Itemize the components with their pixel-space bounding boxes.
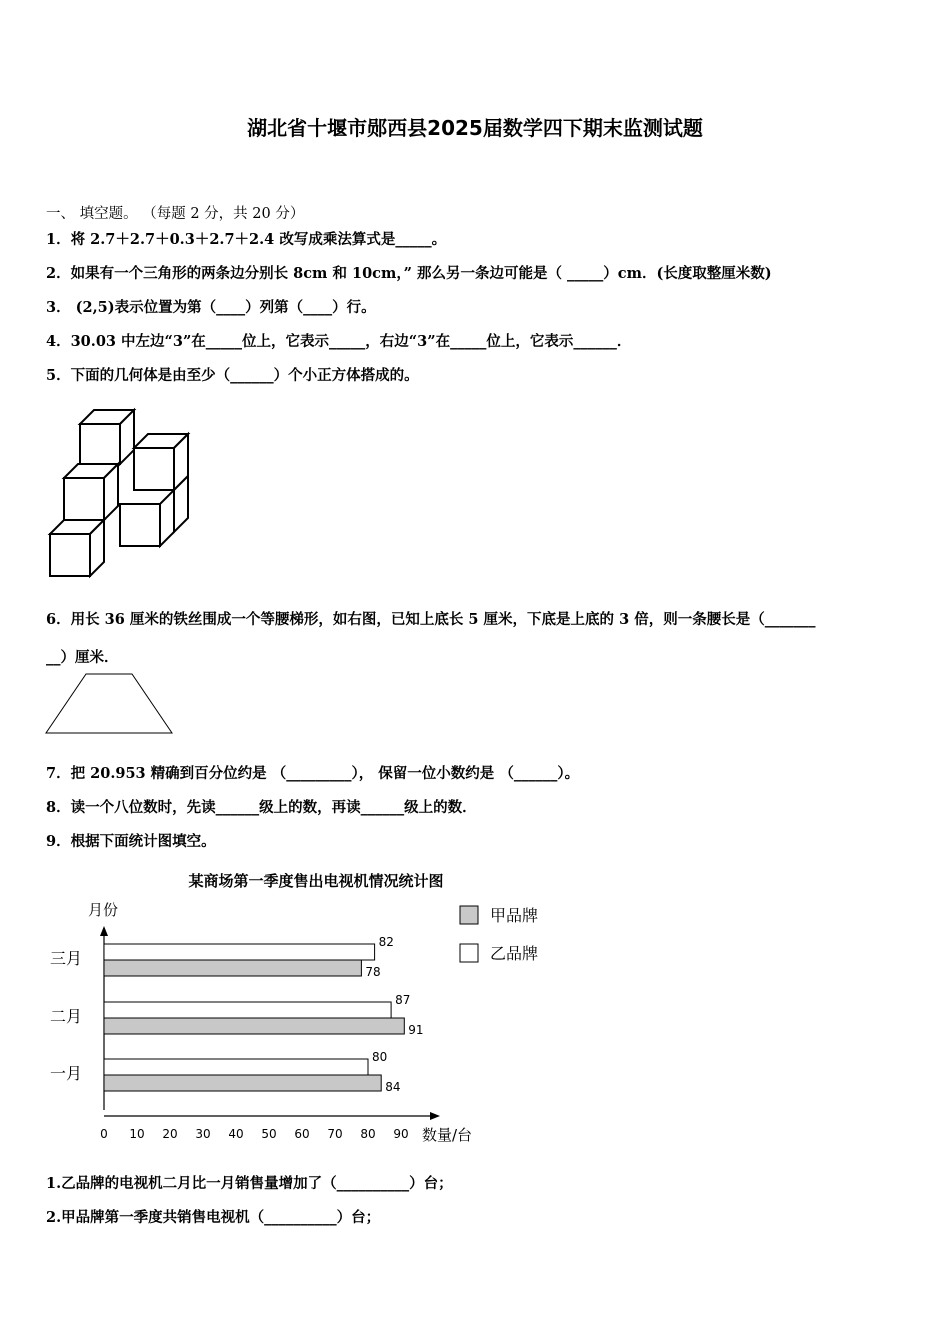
bar-yi <box>104 1002 391 1018</box>
bar-jia <box>104 960 361 976</box>
question-2: 2．如果有一个三角形的两条边分别长 8cm 和 10cm，” 那么另一条边可能是（ _____）cm．(长度取整厘米数) <box>46 265 772 282</box>
legend-swatch <box>460 944 478 962</box>
question-6-continued: __）厘米． <box>46 649 119 666</box>
category-label: 三月 <box>50 949 83 968</box>
y-axis-arrow <box>100 926 108 936</box>
sub-question-1: 1.乙品牌的电视机二月比一月销售量增加了（__________）台； <box>46 1175 453 1192</box>
data-label: 91 <box>408 1023 424 1037</box>
x-tick-label: 70 <box>327 1127 343 1141</box>
x-tick-label: 50 <box>261 1127 277 1141</box>
x-axis-label: 数量/台 <box>422 1126 473 1144</box>
tv-sales-bar-chart <box>0 862 560 1152</box>
x-tick-label: 10 <box>129 1127 145 1141</box>
legend-label: 甲品牌 <box>490 906 539 925</box>
question-1: 1．将 2.7＋2.7＋0.3＋2.7＋2.4 改写成乘法算式是_____。 <box>46 231 447 248</box>
x-tick-label: 80 <box>360 1127 376 1141</box>
data-label: 80 <box>372 1050 388 1064</box>
trapezoid-figure <box>44 672 174 736</box>
chart-title: 某商场第一季度售出电视机情况统计图 <box>188 872 444 890</box>
x-tick-label: 20 <box>162 1127 178 1141</box>
bar-jia <box>104 1075 381 1091</box>
x-tick-label: 60 <box>294 1127 310 1141</box>
data-label: 78 <box>365 965 381 979</box>
data-label: 84 <box>385 1080 401 1094</box>
sub-question-2: 2.甲品牌第一季度共销售电视机（__________）台； <box>46 1209 381 1226</box>
cube-stack-figure <box>44 402 204 582</box>
bar-yi <box>104 1059 368 1075</box>
legend-label: 乙品牌 <box>490 944 539 963</box>
bar-jia <box>104 1018 404 1034</box>
question-9: 9．根据下面统计图填空。 <box>46 833 216 850</box>
section-heading: 一、 填空题。 （每题 2 分，共 20 分） <box>46 206 305 222</box>
x-tick-label: 0 <box>100 1127 108 1141</box>
question-4: 4．30.03 中左边“3”在_____位上，它表示_____，右边“3”在_____位上，它表示______． <box>46 333 632 350</box>
x-tick-label: 30 <box>195 1127 211 1141</box>
question-3: 3． (2,5)表示位置为第（____）列第（____）行。 <box>46 299 376 316</box>
data-label: 82 <box>378 935 394 949</box>
question-8: 8．读一个八位数时，先读______级上的数，再读______级上的数． <box>46 799 477 816</box>
category-label: 二月 <box>50 1007 83 1026</box>
question-7: 7．把 20.953 精确到百分位约是 （_________）， 保留一位小数约是 （______）。 <box>46 765 580 782</box>
bar-yi <box>104 944 375 960</box>
category-label: 一月 <box>50 1064 83 1083</box>
question-5: 5．下面的几何体是由至少（______）个小正方体搭成的。 <box>46 367 419 384</box>
data-label: 87 <box>395 993 411 1007</box>
page-title: 湖北省十堰市郧西县2025届数学四下期末监测试题 <box>247 116 703 140</box>
x-tick-label: 90 <box>393 1127 409 1141</box>
x-axis-arrow <box>430 1112 440 1120</box>
y-axis-label: 月份 <box>88 901 119 919</box>
x-tick-label: 40 <box>228 1127 244 1141</box>
question-6: 6．用长 36 厘米的铁丝围成一个等腰梯形，如右图，已知上底长 5 厘米，下底是上底的 3 倍，则一条腰长是（_______ <box>46 611 816 628</box>
legend-swatch <box>460 906 478 924</box>
